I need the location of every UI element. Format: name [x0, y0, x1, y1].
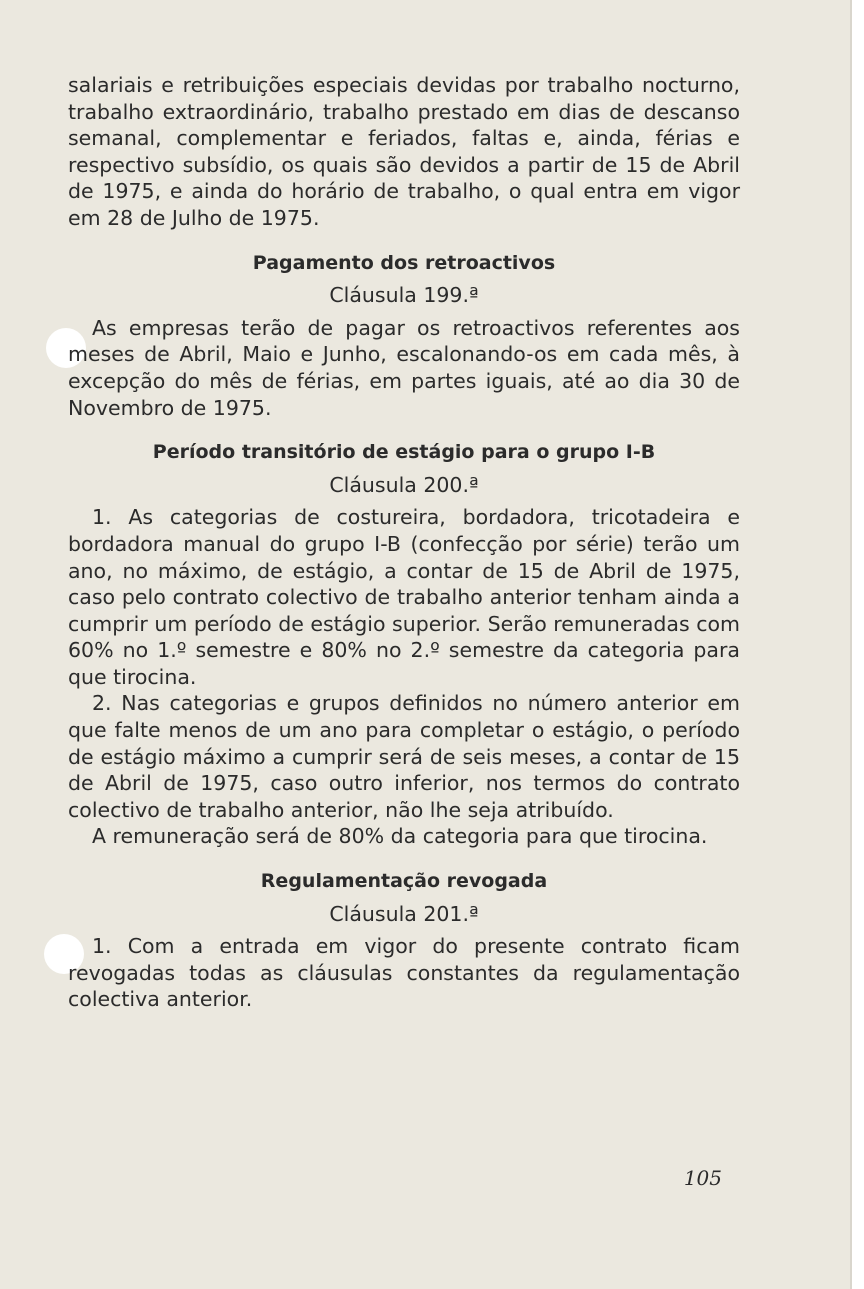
clause-201-title: Cláusula 201.ª [329, 901, 479, 926]
clause-200-paragraph-1: 1. As categorias de costureira, bordadora, tricotadeira e bordadora manual do grupo I-B (confecção por série) terão um ano, no máximo, de estágio, a contar de 15 de Abril de 1975, caso pelo contrato colectivo de trabalho anterior tenham ainda a cumprir um período de estágio superior. Serão remuneradas com 60% no 1.º semestre e 80% no 2.º semestre da categoria para que tirocina. [68, 505, 740, 689]
page-number: 105 [683, 1166, 722, 1190]
clause-199-paragraph: As empresas terão de pagar os retroactivos referentes aos meses de Abril, Maio e Junho, escalonando-os em cada mês, à excepção do mês de férias, em partes iguais, até ao dia 30 de Novembro de 1975. [68, 315, 740, 420]
clause-200-title: Cláusula 200.ª [329, 472, 479, 497]
clause-199-title: Cláusula 199.ª [329, 283, 479, 308]
clause-200-paragraph-2: 2. Nas categorias e grupos definidos no número anterior em que falte menos de um ano para completar o estágio, o período de estágio máximo a cumprir será de seis meses, a contar de 15 de Abril de 1975, caso outro inferior, nos termos do contrato colectivo de trabalho anterior, não lhe seja atribuído. [68, 691, 740, 822]
page-body [68, 72, 740, 1013]
section-heading-estagio: Período transitório de estágio para o grupo I-B [152, 441, 656, 464]
intro-paragraph: salariais e retribuições especiais devidas por trabalho nocturno, trabalho extraordinário, trabalho prestado em dias de descanso semanal, complementar e feriados, faltas e, ainda, férias e respectivo subsídio, os quais são devidos a partir de 15 de Abril de 1975, e ainda do horário de trabalho, o qual entra em vigor em 28 de Julho de 1975. [68, 73, 740, 230]
section-heading-retroactivos: Pagamento dos retroactivos [252, 251, 556, 274]
section-heading-regulamentacao: Regulamentação revogada [260, 870, 548, 893]
clause-201-paragraph: 1. Com a entrada em vigor do presente contrato ficam revogadas todas as cláusulas constantes da regulamentação colectiva anterior. [68, 934, 740, 1012]
clause-200-paragraph-3: A remuneração será de 80% da categoria para que tirocina. [92, 824, 708, 849]
